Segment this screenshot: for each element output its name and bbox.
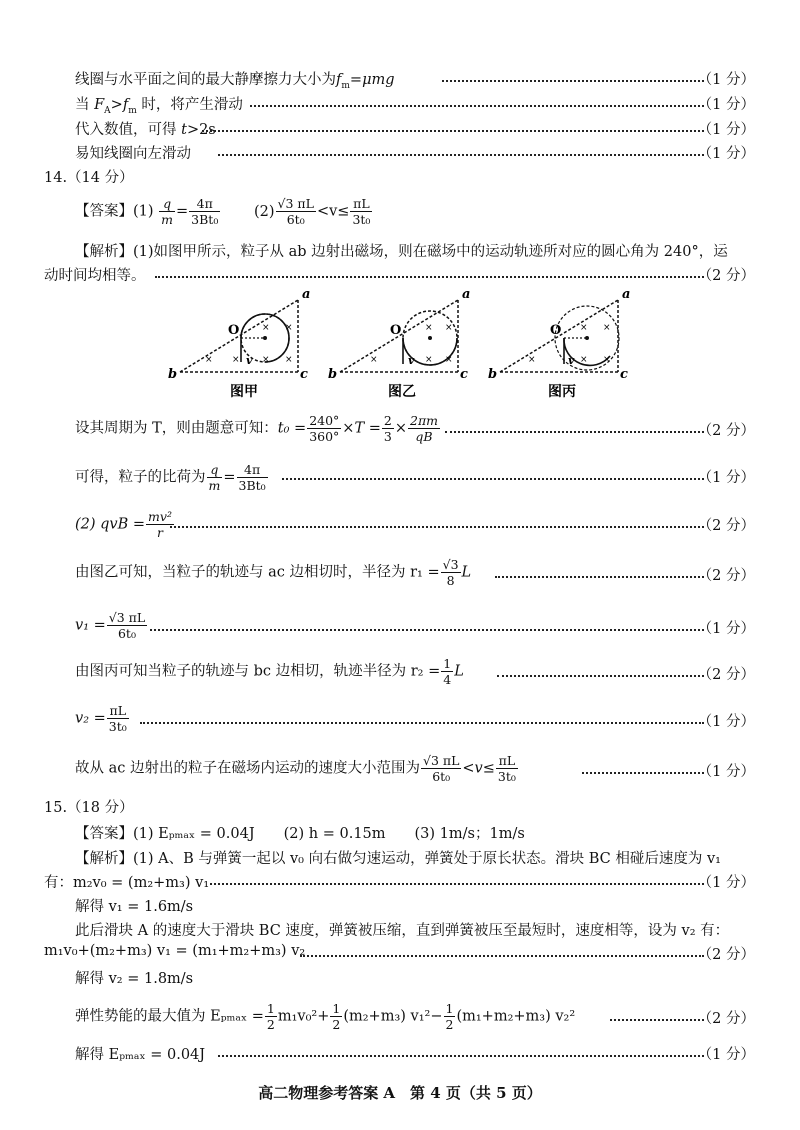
num: 1 bbox=[332, 1001, 341, 1016]
score: （2 分） bbox=[697, 518, 755, 534]
sub: m bbox=[341, 80, 350, 91]
score: （1 分） bbox=[697, 1047, 755, 1063]
text: 线圈与水平面之间的最大静摩擦力大小为 bbox=[75, 72, 336, 88]
leader-dots bbox=[150, 629, 704, 631]
fraction bbox=[441, 656, 453, 687]
leader-dots bbox=[250, 105, 704, 107]
den: 2 bbox=[445, 1017, 454, 1032]
num: 1 bbox=[443, 656, 452, 671]
q15-header: 15.（18 分） bbox=[44, 800, 134, 816]
den: 6t₀ bbox=[432, 769, 451, 784]
leader-dots bbox=[582, 772, 704, 774]
point-o: O bbox=[550, 323, 562, 338]
fraction bbox=[265, 1001, 277, 1032]
den: 8 bbox=[446, 573, 455, 588]
q15-answer: 【答案】(1) Eₚₘₐₓ = 0.04J (2) h = 0.15m (3) 1m/s；1m/s bbox=[75, 826, 525, 842]
den: 3t₀ bbox=[497, 769, 516, 784]
x-mark: × bbox=[262, 323, 270, 333]
x-mark: × bbox=[370, 355, 378, 365]
var: f bbox=[122, 97, 129, 113]
num: √3 bbox=[442, 557, 459, 572]
caption: 图甲 bbox=[230, 384, 258, 400]
num: √3 πL bbox=[422, 753, 460, 768]
den: 2 bbox=[332, 1017, 341, 1032]
label: (2) bbox=[253, 203, 275, 220]
text: = bbox=[223, 469, 236, 486]
x-mark: × bbox=[232, 355, 240, 365]
score: （2 分） bbox=[697, 1011, 755, 1027]
score: （1 分） bbox=[697, 97, 755, 113]
fraction bbox=[276, 196, 316, 227]
fraction bbox=[159, 196, 175, 227]
den: m bbox=[208, 478, 221, 493]
text: 代入数值，可得 bbox=[75, 122, 182, 138]
fraction bbox=[207, 462, 223, 493]
score: （1 分） bbox=[697, 470, 755, 486]
figure-yi bbox=[328, 287, 470, 400]
q15-analysis-2: 此后滑块 A 的速度大于滑块 BC 速度，弹簧被压缩，直到弹簧被压至最短时，速度相等，设为 v₂ 有： bbox=[75, 923, 730, 939]
line-left-slide: 易知线圈向左滑动 bbox=[75, 146, 191, 162]
text: 故从 ac 边射出的粒子在磁场内运动的速度大小范围为 bbox=[75, 760, 420, 777]
point-c: c bbox=[460, 367, 468, 382]
x-mark: × bbox=[425, 355, 433, 365]
den: 360° bbox=[309, 429, 340, 444]
x-mark: × bbox=[285, 323, 293, 333]
fraction bbox=[107, 610, 147, 641]
sub: A bbox=[104, 105, 111, 116]
r1-formula bbox=[75, 557, 471, 588]
score: （2 分） bbox=[697, 947, 755, 963]
fraction bbox=[146, 509, 174, 540]
var: v₂ = bbox=[75, 710, 106, 727]
score: （1 分） bbox=[697, 621, 755, 637]
q15-v2-result: 解得 v₂ = 1.8m/s bbox=[75, 971, 194, 987]
x-mark: × bbox=[205, 355, 213, 365]
score: （1 分） bbox=[697, 764, 755, 780]
var: L bbox=[454, 663, 464, 680]
point-a: a bbox=[462, 287, 471, 302]
text: m₁v₀²+ bbox=[277, 1008, 330, 1025]
velocity-v: v bbox=[408, 354, 415, 367]
q14-analysis-2: 动时间均相等。 bbox=[44, 268, 146, 284]
q14-answer: 【答案】(1) $\frac{q}{m}$ = $\frac{4\pi}{\text{3Bt₀}}$ (2) $\frac{√3 \pi L}{\text{6t₀}}$ <v≤ $\frac{\pi L}{\text{3t₀}}$ bbox=[75, 196, 371, 227]
leader-dots bbox=[155, 276, 704, 278]
fraction bbox=[307, 413, 341, 444]
score: （1 分） bbox=[697, 875, 755, 891]
x-mark: × bbox=[445, 355, 453, 365]
lorentz-formula bbox=[75, 509, 175, 540]
num: πL bbox=[496, 753, 518, 769]
q15-momentum-1: 有：m₂v₀ = (m₂+m₃) v₁ bbox=[44, 875, 210, 891]
sub: m bbox=[128, 105, 137, 116]
q15-momentum-2: m₁v₀+(m₂+m₃) v₁ = (m₁+m₂+m₃) v₂ bbox=[44, 943, 306, 959]
var: t bbox=[181, 122, 187, 138]
num: 1 bbox=[445, 1001, 454, 1016]
score: （2 分） bbox=[697, 423, 755, 439]
x-mark: × bbox=[580, 323, 588, 333]
point-b: b bbox=[488, 367, 498, 382]
point-c: c bbox=[300, 367, 308, 382]
fraction bbox=[330, 1001, 342, 1032]
fraction bbox=[189, 196, 220, 227]
x-mark: × bbox=[262, 355, 270, 365]
fraction bbox=[382, 413, 394, 444]
ratio-formula bbox=[75, 462, 269, 493]
range-formula bbox=[75, 753, 519, 784]
point-a: a bbox=[302, 287, 311, 302]
leader-dots bbox=[170, 526, 704, 528]
den: 3t₀ bbox=[108, 719, 127, 734]
x-mark: × bbox=[603, 355, 611, 365]
var: (2) qvB = bbox=[75, 516, 146, 533]
num: √3 πL bbox=[277, 196, 314, 211]
leader-dots bbox=[140, 722, 704, 724]
v1-formula bbox=[75, 610, 148, 641]
x-mark: × bbox=[528, 355, 536, 365]
fraction bbox=[350, 196, 372, 227]
fraction bbox=[421, 753, 461, 784]
text: 弹性势能的最大值为 Eₚₘₐₓ = bbox=[75, 1008, 264, 1025]
leader-dots bbox=[210, 883, 704, 885]
score: （2 分） bbox=[697, 568, 755, 584]
num: 2πm bbox=[410, 413, 439, 428]
v2-formula bbox=[75, 703, 130, 734]
leader-dots bbox=[218, 1055, 704, 1057]
num: 2 bbox=[383, 413, 392, 428]
point-b: b bbox=[168, 367, 178, 382]
text: >2s bbox=[186, 122, 216, 138]
point-c: c bbox=[620, 367, 628, 382]
text: 由图丙可知当粒子的轨迹与 bc 边相切，轨迹半径为 r₂ = bbox=[75, 663, 441, 680]
den: 4 bbox=[443, 672, 452, 687]
num: 1 bbox=[266, 1001, 275, 1016]
text: 当 bbox=[75, 97, 95, 113]
q14-header: 14.（14 分） bbox=[44, 170, 134, 186]
page-footer: 高二物理参考答案 A 第 4 页（共 5 页） bbox=[258, 1084, 542, 1102]
var: F bbox=[94, 97, 105, 113]
text: 时，将产生滑动 bbox=[136, 97, 243, 113]
var: <v≤ bbox=[462, 760, 495, 777]
caption: 图丙 bbox=[548, 384, 576, 400]
num: q bbox=[159, 196, 175, 212]
text: 可得，粒子的比荷为 bbox=[75, 469, 206, 486]
var: f bbox=[336, 72, 342, 88]
x-mark: × bbox=[285, 355, 293, 365]
velocity-v: v bbox=[246, 354, 253, 367]
figures-svg bbox=[0, 280, 800, 410]
text: (m₁+m₂+m₃) v₂² bbox=[456, 1008, 576, 1025]
den: 3Bt₀ bbox=[191, 212, 219, 227]
leader-dots bbox=[495, 576, 704, 578]
q14-analysis-1: 【解析】(1)如图甲所示，粒子从 ab 边射出磁场，则在磁场中的运动轨迹所对应的圆心角为 240°，运 bbox=[75, 244, 728, 260]
den: 6t₀ bbox=[117, 626, 136, 641]
num: πL bbox=[350, 196, 372, 212]
period-formula bbox=[75, 413, 441, 444]
x-mark: × bbox=[445, 323, 453, 333]
fraction bbox=[441, 557, 461, 588]
var: ×T = bbox=[342, 420, 381, 437]
score: （1 分） bbox=[697, 146, 755, 162]
point-o: O bbox=[228, 323, 240, 338]
point-o: O bbox=[390, 323, 402, 338]
num: mv² bbox=[148, 509, 172, 524]
score: （2 分） bbox=[697, 667, 755, 683]
fraction bbox=[444, 1001, 456, 1032]
q15-ep-formula bbox=[75, 1001, 575, 1032]
var: L bbox=[461, 564, 472, 581]
caption: 图乙 bbox=[388, 384, 416, 400]
leader-dots bbox=[442, 80, 704, 82]
var: v₁ = bbox=[75, 617, 106, 634]
leader-dots bbox=[282, 478, 704, 480]
num: 4π bbox=[237, 462, 268, 478]
leader-dots bbox=[218, 154, 704, 156]
num: q bbox=[207, 462, 223, 478]
score: （2 分） bbox=[697, 268, 755, 284]
fraction bbox=[496, 753, 518, 784]
leader-dots bbox=[300, 955, 704, 957]
text: 设其周期为 T，则由题意可知： bbox=[75, 420, 278, 437]
fraction bbox=[408, 413, 440, 444]
den: r bbox=[157, 525, 163, 540]
text: <v≤ bbox=[316, 203, 350, 220]
den: 3t₀ bbox=[352, 212, 371, 227]
x-mark: × bbox=[603, 323, 611, 333]
den: 3Bt₀ bbox=[238, 478, 266, 493]
fraction bbox=[237, 462, 268, 493]
leader-dots bbox=[610, 1019, 704, 1021]
text: 由图乙可知，当粒子的轨迹与 ac 边相切时，半径为 r₁ = bbox=[75, 564, 440, 581]
text: × bbox=[394, 420, 407, 437]
line-friction bbox=[75, 68, 395, 91]
leader-dots bbox=[497, 675, 704, 677]
label: 【答案】(1) bbox=[75, 203, 154, 220]
den: 6t₀ bbox=[286, 212, 305, 227]
score: （1 分） bbox=[697, 72, 755, 88]
den: qB bbox=[415, 429, 433, 444]
x-mark: × bbox=[580, 355, 588, 365]
x-mark: × bbox=[425, 323, 433, 333]
den: 3 bbox=[383, 429, 392, 444]
score: （1 分） bbox=[697, 122, 755, 138]
line-substitute bbox=[75, 118, 216, 139]
score: （1 分） bbox=[697, 714, 755, 730]
q15-ep-result: 解得 Eₚₘₐₓ = 0.04J bbox=[75, 1047, 206, 1063]
point-b: b bbox=[328, 367, 338, 382]
den: m bbox=[161, 212, 174, 227]
q15-v1-result: 解得 v₁ = 1.6m/s bbox=[75, 899, 194, 915]
line-slide-condition bbox=[75, 93, 243, 116]
leader-dots bbox=[445, 431, 704, 433]
num: 4π bbox=[189, 196, 220, 212]
num: 240° bbox=[309, 413, 340, 428]
velocity-v: v bbox=[568, 354, 575, 367]
var: =μmg bbox=[349, 72, 395, 88]
leader-dots bbox=[202, 130, 704, 132]
text: > bbox=[110, 97, 123, 113]
text: (m₂+m₃) v₁²− bbox=[343, 1008, 443, 1025]
figure-bing bbox=[488, 287, 630, 400]
fraction bbox=[107, 703, 129, 734]
num: πL bbox=[107, 703, 129, 719]
figure-jia bbox=[168, 287, 310, 400]
point-a: a bbox=[622, 287, 631, 302]
r2-formula bbox=[75, 656, 464, 687]
den: 2 bbox=[266, 1017, 275, 1032]
q15-analysis-1: 【解析】(1) A、B 与弹簧一起以 v₀ 向右做匀速运动，弹簧处于原长状态。滑块 BC 相碰后速度为 v₁ bbox=[75, 851, 721, 867]
num: √3 πL bbox=[108, 610, 146, 625]
var: t₀ = bbox=[277, 420, 307, 437]
